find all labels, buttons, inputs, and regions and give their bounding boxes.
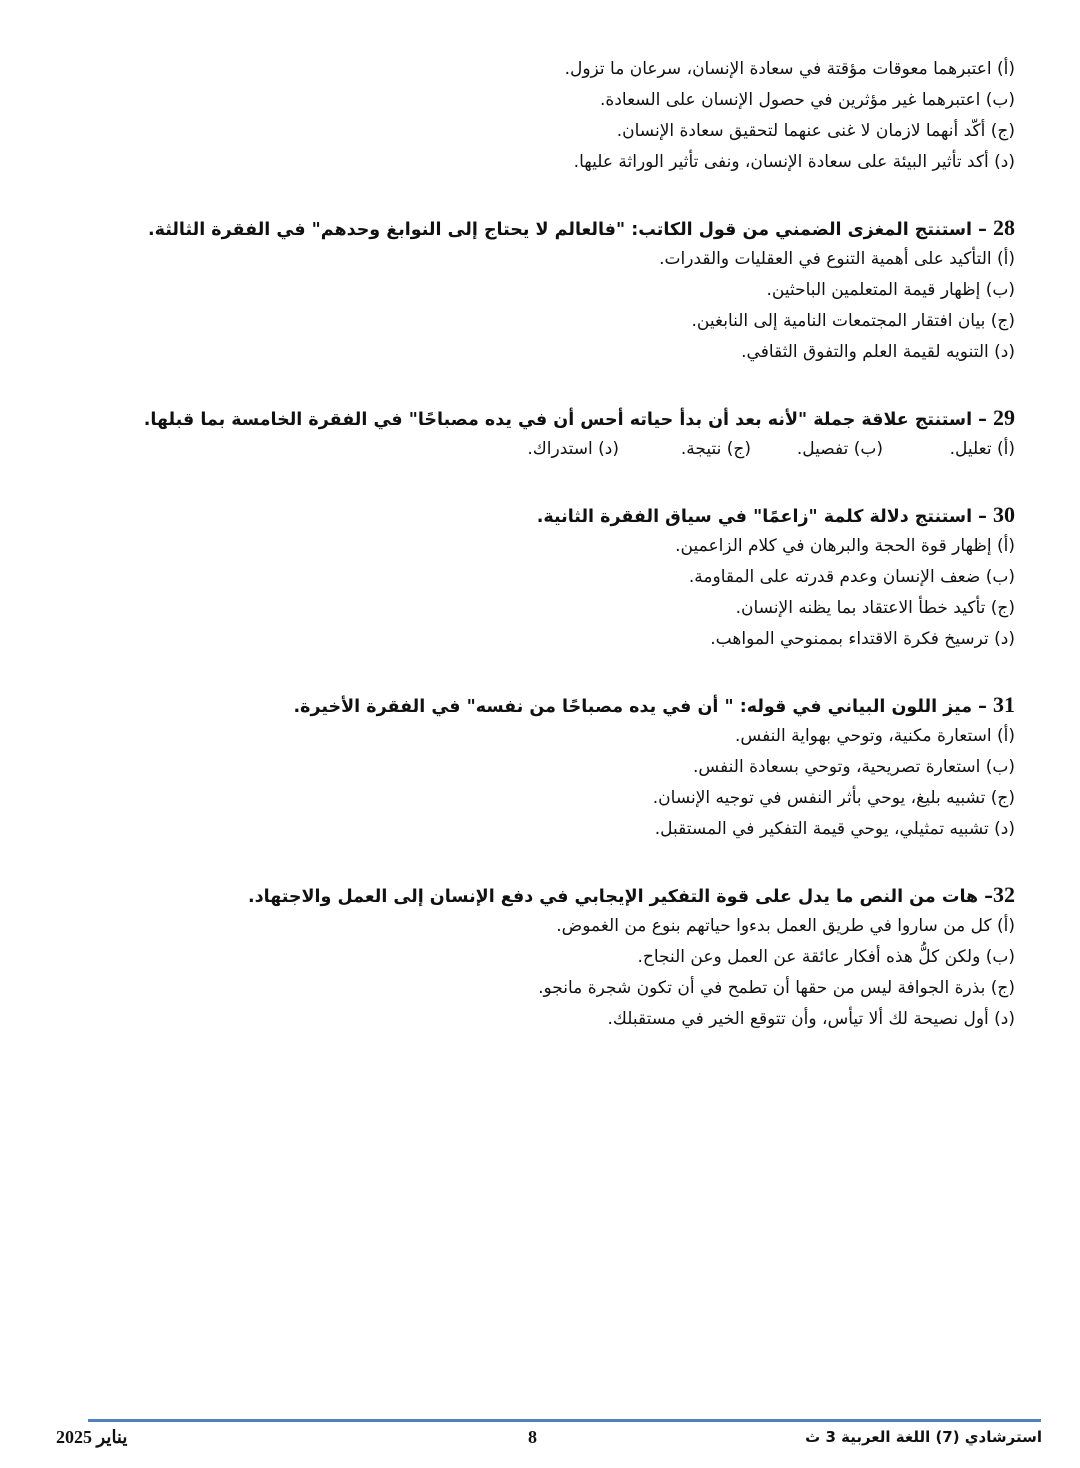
question-number: 32 [993, 882, 1015, 907]
option-b: (ب) ضعف الإنسان وعدم قدرته على المقاومة. [688, 567, 1015, 587]
question-28 [55, 212, 1015, 368]
option-c: (ج) نتيجة. [680, 439, 751, 459]
option-b: (ب) تفصيل. [796, 439, 883, 459]
question-31 [55, 689, 1015, 845]
previous-question-options [55, 54, 1015, 178]
option-c: (ج) أكّد أنهما لازمان لا غنى عنهما لتحقيق سعادة الإنسان. [616, 121, 1015, 141]
question-title [55, 879, 1015, 911]
option-a: (أ) التأكيد على أهمية التنوع في العقليات والقدرات. [659, 249, 1015, 269]
footer-date: يناير 2025 [56, 1427, 128, 1447]
option-b: (ب) استعارة تصريحية، وتوحي بسعادة النفس. [692, 757, 1015, 777]
question-number: 28 [993, 215, 1015, 240]
question-text: – هات من النص ما يدل على قوة التفكير الإيجابي في دفع الإنسان إلى العمل والاجتهاد. [248, 887, 993, 907]
option-c: (ج) بيان افتقار المجتمعات النامية إلى النابغين. [691, 311, 1015, 331]
option-d: (د) استدراك. [527, 439, 619, 459]
option-a: (أ) كل من ساروا في طريق العمل بدءوا حياتهم بنوع من الغموض. [556, 916, 1015, 936]
question-text: – استنتج دلالة كلمة "زاعمًا" في سياق الفقرة الثانية. [536, 507, 993, 527]
question-title [55, 212, 1015, 244]
option-a: (أ) تعليل. [949, 439, 1015, 459]
footer-divider [88, 1419, 1041, 1422]
option-b: (ب) ولكن كلُّ هذه أفكار عائقة عن العمل وعن النجاح. [637, 947, 1015, 967]
question-number: 29 [993, 405, 1015, 430]
option-c: (ج) تأكيد خطأ الاعتقاد بما يظنه الإنسان. [735, 598, 1015, 618]
option-d: (د) تشبيه تمثيلي، يوحي قيمة التفكير في المستقبل. [654, 819, 1015, 839]
page-number: 8 [528, 1427, 537, 1447]
question-title [55, 499, 1015, 531]
exam-content [55, 54, 1015, 1035]
question-number: 31 [993, 692, 1015, 717]
question-29 [55, 402, 1015, 465]
option-a: (أ) إظهار قوة الحجة والبرهان في كلام الزاعمين. [675, 536, 1015, 556]
question-text: – استنتج علاقة جملة "لأنه بعد أن بدأ حياته أحس أن في يده مصباحًا" في الفقرة الخامسة بما قبلها. [143, 410, 993, 430]
option-d: (د) أكد تأثير البيئة على سعادة الإنسان، ونفى تأثير الوراثة عليها. [573, 152, 1015, 172]
option-d: (د) أول نصيحة لك ألا تيأس، وأن تتوقع الخير في مستقبلك. [607, 1009, 1015, 1029]
option-a: (أ) استعارة مكنية، وتوحي بهواية النفس. [735, 726, 1015, 746]
option-b: (ب) اعتبرهما غير مؤثرين في حصول الإنسان على السعادة. [600, 90, 1015, 110]
question-number: 30 [993, 502, 1015, 527]
question-title [55, 689, 1015, 721]
question-text: – ميز اللون البياني في قوله: " أن في يده مصباحًا من نفسه" في الفقرة الأخيرة. [293, 697, 993, 717]
question-32 [55, 879, 1015, 1035]
option-b: (ب) إظهار قيمة المتعلمين الباحثين. [766, 280, 1015, 300]
option-d: (د) ترسيخ فكرة الاقتداء بممنوحي المواهب. [710, 629, 1015, 649]
option-a: (أ) اعتبرهما معوقات مؤقتة في سعادة الإنسان، سرعان ما تزول. [564, 59, 1015, 79]
question-title [55, 402, 1015, 434]
option-d: (د) التنويه لقيمة العلم والتفوق الثقافي. [741, 342, 1015, 362]
option-c: (ج) تشبيه بليغ، يوحي بأثر النفس في توجيه الإنسان. [652, 788, 1015, 808]
inline-options-row [55, 434, 1015, 465]
option-c: (ج) بذرة الجوافة ليس من حقها أن تطمح في أن تكون شجرة مانجو. [538, 978, 1015, 998]
footer-exam-title: استرشادي (7) اللغة العربية 3 ث [805, 1428, 1042, 1446]
question-text: – استنتج المغزى الضمني من قول الكاتب: "فالعالم لا يحتاج إلى النوابغ وحدهم" في الفقرة الثالثة. [147, 220, 993, 240]
question-30 [55, 499, 1015, 655]
